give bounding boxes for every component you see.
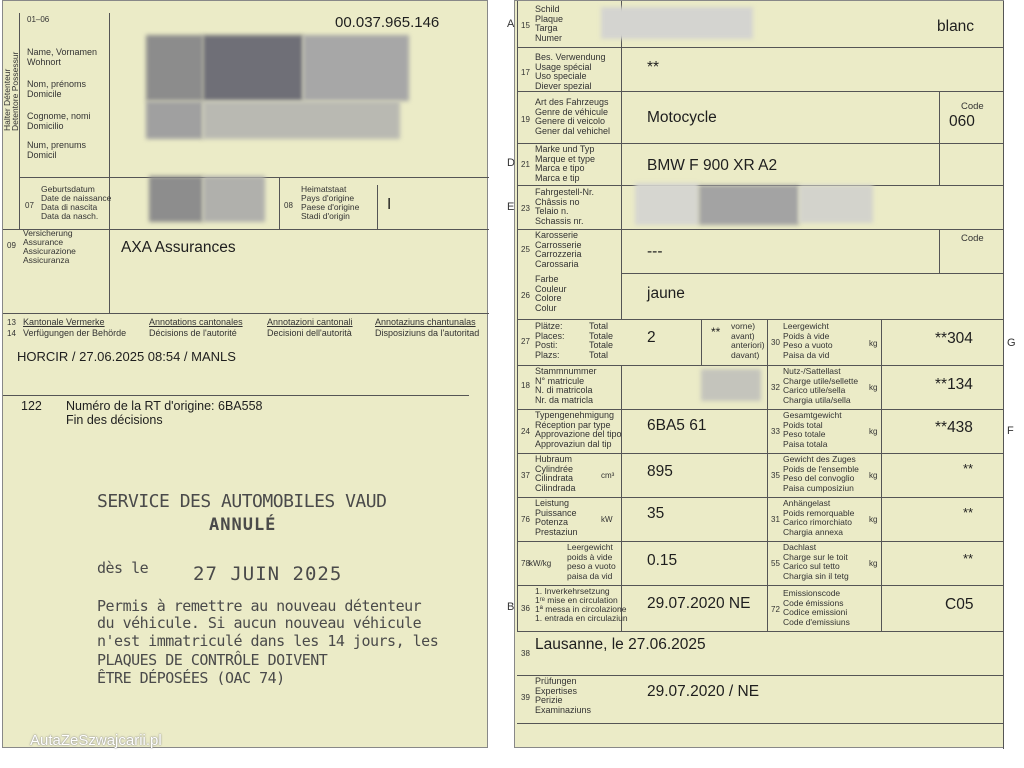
special-use-label: Bes. Verwendung Usage spécial Uso speciale Diever spezial — [535, 52, 606, 91]
vehicle-type-value: Motocycle — [647, 109, 717, 126]
seats-front-value: ** — [711, 325, 721, 339]
empty-weight-label: Leergewicht Poids à vide Peso a vuoto Paisa da vid — [783, 321, 833, 360]
body-value: --- — [647, 243, 663, 260]
color-label: Farbe Couleur Colore Colur — [535, 274, 567, 313]
total-weight-value: **438 — [935, 419, 973, 436]
right-page — [507, 0, 1016, 748]
power-weight-value: 0.15 — [647, 552, 678, 569]
plate-value: blanc — [937, 18, 975, 35]
stamp-text-1: Permis à remettre au nouveau détenteur — [97, 597, 422, 615]
row19-number: 19 — [521, 115, 530, 124]
insurance-value: AXA Assurances — [121, 239, 236, 256]
seats-value: 2 — [647, 329, 656, 346]
row35-number: 35 — [771, 471, 780, 480]
emission-code-label: Emissionscode Code émissions Codice emissioni Code d'emissiuns — [783, 588, 850, 627]
stamp-text-2: du véhicule. Si aucun nouveau véhicule — [97, 614, 422, 632]
document-number: 00.037.965.146 — [335, 14, 440, 31]
vehicle-type-code-value: 060 — [949, 113, 975, 130]
box-01-06-number: 01–06 — [27, 15, 50, 24]
line-122-number: 122 — [21, 399, 42, 413]
train-weight-label: Gewicht des Zuges Poids de l'ensemble Peso del convoglio Paisa cumposiziun — [783, 454, 859, 493]
box-14-number: 14 — [7, 329, 16, 338]
row21-letter: D — [507, 157, 515, 169]
payload-unit: kg — [869, 383, 878, 392]
row36-letter: B — [507, 601, 515, 613]
row27-number: 27 — [521, 337, 530, 346]
decisions-fr: Décisions de l'autorité — [149, 328, 237, 338]
row37-number: 37 — [521, 471, 530, 480]
base-number-label: Stammnummer N° matricule N. di matricola Nr. da matricla — [535, 366, 597, 405]
end-of-decisions: Fin des décisions — [66, 413, 163, 427]
payload-label: Nutz-/Sattellast Charge utile/sellette Carico utile/sella Chargia utila/sella — [783, 366, 859, 405]
row15-number: 15 — [521, 21, 530, 30]
stamp-text-5: ÊTRE DÉPOSÉES (OAC 74) — [97, 669, 285, 687]
displacement-value: 895 — [647, 463, 673, 480]
total-weight-unit: kg — [869, 427, 878, 436]
roof-load-unit: kg — [869, 559, 878, 568]
row32-number: 32 — [771, 383, 780, 392]
annotations-header-rm: Annotaziuns chantunalas — [375, 317, 476, 327]
origin-country-label: Heimatstaat Pays d'origine Paese d'origine Stadi d'origin — [301, 184, 360, 221]
annotations-header-it: Annotazioni cantonali — [267, 317, 353, 327]
stamp-des-le: dès le — [97, 559, 149, 577]
box-08-number: 08 — [284, 201, 293, 210]
empty-weight-value: **304 — [935, 330, 973, 347]
row33-number: 33 — [771, 427, 780, 436]
box-07-number: 07 — [25, 201, 34, 210]
holder-label-rm: Num, prenums Domicil — [27, 140, 87, 160]
stamp-cancelled: ANNULÉ — [209, 515, 277, 535]
row25-number: 25 — [521, 245, 530, 254]
seats-front-label: vorne) avant) anteriori) davant) — [731, 321, 765, 360]
first-registration-label: 1. Inverkehrsetzung 1ʳᵉ mise en circulation 1ª messa in circolazione 1. entrada en circulaziun — [535, 586, 628, 623]
row15-letter: A — [507, 18, 515, 30]
displacement-unit: cm³ — [601, 471, 615, 480]
trailer-load-unit: kg — [869, 515, 878, 524]
make-type-value: BMW F 900 XR A2 — [647, 157, 778, 174]
holder-label-it: Cognome, nomi Domicilio — [27, 111, 91, 131]
stamp-text-4: PLAQUES DE CONTRÔLE DOIVENT — [97, 651, 328, 669]
holder-label-fr: Nom, prénoms Domicile — [27, 79, 87, 99]
power-weight-unit: kW/kg — [529, 559, 552, 568]
vehicle-type-label: Art des Fahrzeugs Genre de véhicule Genere di veicolo Gener dal vehichel — [535, 97, 611, 136]
row33-letter: F — [1007, 425, 1014, 437]
stamp-office: SERVICE DES AUTOMOBILES VAUD — [97, 491, 387, 512]
authority-orders-label: Verfügungen der Behörde — [23, 328, 127, 338]
inspections-value: 29.07.2020 / NE — [647, 683, 760, 700]
row26-number: 26 — [521, 291, 530, 300]
body-label: Karosserie Carrosserie Carrozzeria Carossaria — [535, 230, 582, 269]
watermark: AutaZeSzwajcarii.pl — [30, 732, 162, 749]
type-approval-value: 6BA5 61 — [647, 417, 707, 434]
decisions-it: Decisioni dell'autorità — [267, 328, 352, 338]
redacted-base-number — [701, 369, 761, 401]
type-approval-label: Typengenehmigung Réception par type Approvazione del tipo Approvaziun dal tip — [535, 410, 622, 449]
vehicle-type-code-label: Code — [961, 101, 984, 112]
trailer-load-label: Anhängelast Poids remorquable Carico rimorchiato Chargia annexa — [783, 498, 855, 537]
box-13-number: 13 — [7, 318, 16, 327]
row76-number: 76 — [521, 515, 530, 524]
row30-letter: G — [1007, 337, 1016, 349]
box-09-number: 09 — [7, 241, 16, 250]
origin-country-value: I — [387, 196, 392, 213]
train-weight-unit: kg — [869, 471, 878, 480]
emission-code-value: C05 — [945, 596, 974, 613]
row72-number: 72 — [771, 605, 780, 614]
row18-number: 18 — [521, 381, 530, 390]
power-weight-label: Leergewicht poids à vide peso a vuoto paisa da vid — [567, 542, 616, 581]
row23-letter: E — [507, 201, 515, 213]
seats-label: Plätze: Places: Posti: Plazs: — [535, 321, 565, 360]
body-code-label: Code — [961, 233, 984, 244]
make-type-label: Marke und Typ Marque et type Marca e tipo Marca e tip — [535, 144, 596, 183]
empty-weight-unit: kg — [869, 339, 878, 348]
trailer-load-value: ** — [963, 505, 974, 520]
row17-number: 17 — [521, 68, 530, 77]
inspections-label: Prüfungen Expertises Perizie Examinaziuns — [535, 676, 592, 715]
row23-number: 23 — [521, 204, 530, 213]
row38-number: 38 — [521, 649, 530, 658]
train-weight-value: ** — [963, 461, 974, 476]
plate-label: Schild Plaque Targa Numer — [535, 4, 564, 43]
row21-number: 21 — [521, 160, 530, 169]
power-label: Leistung Puissance Potenza Prestaziun — [535, 498, 578, 537]
special-use-value: ** — [647, 59, 660, 76]
redacted-plate — [601, 7, 753, 39]
side-label-possessor: Detentore Possessur — [10, 51, 20, 131]
annotations-header-fr: Annotations cantonales — [149, 317, 243, 327]
payload-value: **134 — [935, 376, 973, 393]
decisions-rm: Disposiziuns da l'autoritad — [375, 328, 480, 338]
seats-total-label: Total Totale Totale Total — [589, 321, 614, 360]
roof-load-label: Dachlast Charge sur le toit Carico sul tetto Chargia sin il tetg — [783, 542, 849, 581]
cantonal-notes-label: Kantonale Vermerke — [23, 317, 105, 327]
issue-place-date: Lausanne, le 27.06.2025 — [535, 636, 706, 653]
birthdate-label: Geburtsdatum Date de naissance Data di nascita Data da nasch. — [41, 184, 112, 221]
power-value: 35 — [647, 505, 665, 522]
original-rt-number: Numéro de la RT d'origine: 6BA558 — [66, 399, 263, 413]
side-label-holder: Halter Détenteur — [2, 68, 12, 131]
total-weight-label: Gesamtgewicht Poids total Peso totale Paisa totala — [783, 410, 842, 449]
row39-number: 39 — [521, 693, 530, 702]
row55-number: 55 — [771, 559, 780, 568]
power-unit: kW — [601, 515, 613, 524]
row78-number: 78 — [521, 559, 530, 568]
stamp-date: 27 JUIN 2025 — [193, 563, 343, 585]
roof-load-value: ** — [963, 551, 974, 566]
horcir-entry: HORCIR / 27.06.2025 08:54 / MANLS — [17, 349, 236, 364]
holder-label-de: Name, Vornamen Wohnort — [27, 47, 98, 67]
row36-number: 36 — [521, 604, 530, 613]
displacement-label: Hubraum Cylindrée Cilindrata Cilindrada — [535, 454, 576, 493]
row31-number: 31 — [771, 515, 780, 524]
chassis-label: Fahrgestell-Nr. Châssis no Telaio n. Schassis nr. — [535, 187, 595, 226]
left-page — [2, 0, 488, 748]
color-value: jaune — [647, 285, 685, 302]
row24-number: 24 — [521, 427, 530, 436]
insurance-label: Versicherung Assurance Assicurazione Assicuranza — [23, 228, 76, 265]
first-registration-value: 29.07.2020 NE — [647, 595, 751, 612]
row30-number: 30 — [771, 338, 780, 347]
stamp-text-3: n'est immatriculé dans les 14 jours, les — [97, 632, 439, 650]
